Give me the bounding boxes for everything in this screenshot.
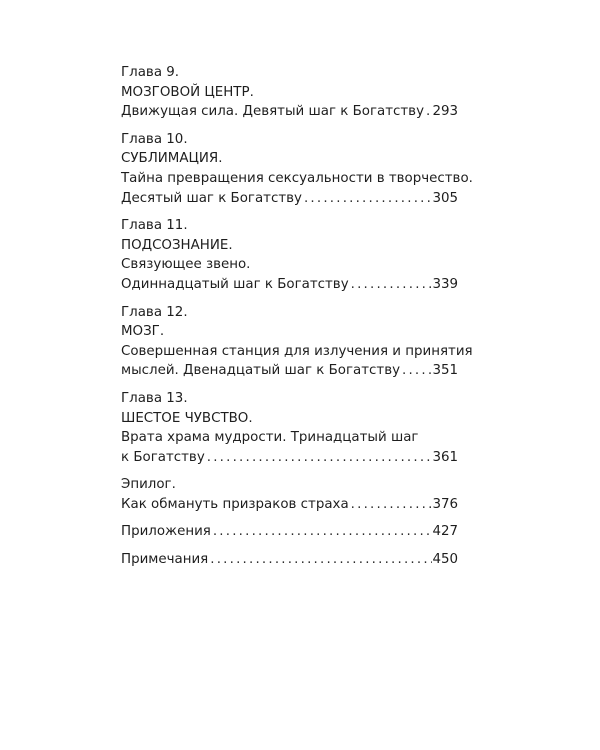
toc-entry-title: Одиннадцатый шаг к Богатству [121, 276, 349, 292]
dot-leader [208, 550, 432, 570]
toc-entry-chapter-12 [121, 303, 473, 381]
table-of-contents [121, 63, 473, 578]
toc-entry-title: Движущая сила. Девятый шаг к Богатству [121, 104, 424, 120]
dot-leader [400, 361, 432, 381]
page-number: 339 [432, 276, 458, 292]
toc-entry-line: Глава 11. [121, 218, 188, 234]
toc-entry-line: Глава 13. [121, 390, 188, 406]
toc-entry-line: Глава 12. [121, 304, 188, 320]
page-number: 293 [432, 104, 458, 120]
toc-entry-chapter-13 [121, 389, 458, 467]
toc-entry-line: СУБЛИМАЦИЯ. [121, 151, 223, 167]
toc-entry-line: Глава 10. [121, 131, 188, 147]
toc-entry-title: Как обмануть призраков страха [121, 496, 349, 512]
toc-entry-title: Примечания [121, 552, 209, 568]
toc-entry-appendices [121, 522, 458, 542]
page-number: 351 [432, 363, 458, 379]
page-number: 450 [432, 552, 458, 568]
toc-entry-chapter-11 [121, 216, 458, 294]
toc-leader-line [121, 550, 458, 570]
toc-entry-chapter-10 [121, 130, 473, 208]
page-number: 376 [432, 496, 458, 512]
toc-leader-line [121, 102, 458, 122]
toc-leader-line [121, 495, 458, 515]
toc-entry-chapter-9 [121, 63, 458, 122]
dot-leader [349, 275, 433, 295]
page-number: 305 [432, 190, 458, 206]
toc-entry-title: Десятый шаг к Богатству [121, 190, 302, 206]
toc-entry-title: мыслей. Двенадцатый шаг к Богатству [121, 363, 401, 379]
toc-entry-line: Связующее звено. [121, 257, 251, 273]
dot-leader [205, 448, 433, 468]
toc-entry-line: МОЗГ. [121, 324, 165, 340]
toc-entry-line: Глава 9. [121, 65, 180, 80]
page-number: 427 [432, 524, 458, 540]
toc-entry-line: Врата храма мудрости. Тринадцатый шаг [121, 430, 419, 446]
dot-leader [424, 102, 432, 122]
toc-leader-line [121, 448, 458, 468]
toc-entry-title: Приложения [121, 524, 211, 540]
dot-leader [302, 189, 432, 209]
toc-entry-line: Совершенная станция для излучения и принятия [121, 343, 473, 359]
dot-leader [349, 495, 433, 515]
toc-entry-line: Эпилог. [121, 477, 176, 493]
toc-entry-title: к Богатству [121, 449, 205, 465]
toc-entry-notes [121, 550, 458, 570]
toc-entry-line: ПОДСОЗНАНИЕ. [121, 237, 233, 253]
toc-entry-line: Тайна превращения сексуальности в творчество. [121, 170, 473, 186]
page-number: 361 [432, 449, 458, 465]
toc-entry-epilogue [121, 475, 458, 514]
toc-leader-line [121, 361, 458, 381]
toc-entry-line: ШЕСТОЕ ЧУВСТВО. [121, 410, 253, 426]
toc-entry-line: МОЗГОВОЙ ЦЕНТР. [121, 84, 254, 100]
toc-leader-line [121, 522, 458, 542]
dot-leader [211, 522, 433, 542]
toc-leader-line [121, 275, 458, 295]
toc-leader-line [121, 189, 458, 209]
